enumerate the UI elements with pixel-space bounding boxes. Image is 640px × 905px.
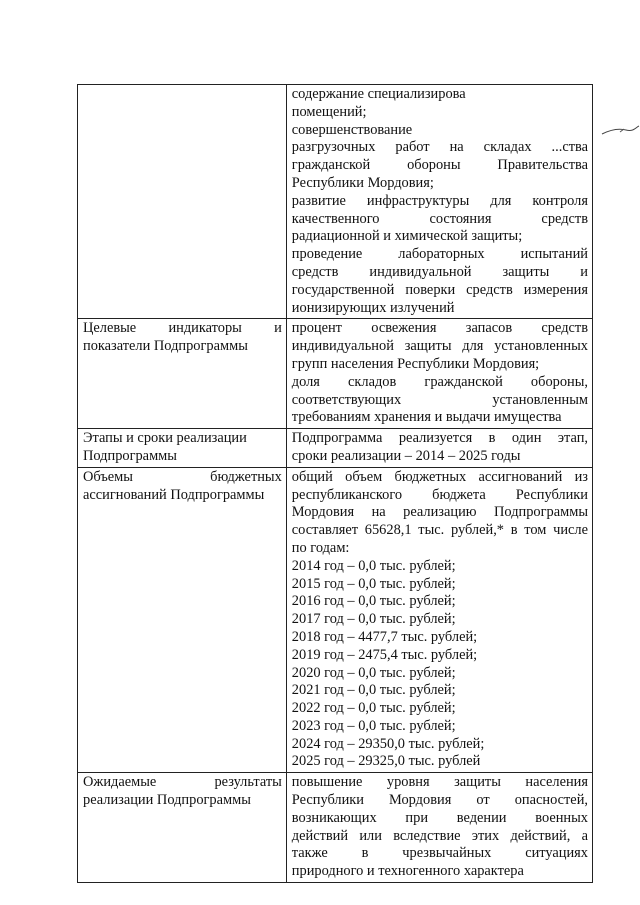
value-line: повышение уровня защиты населения <box>291 774 588 791</box>
value-line: разгрузочных работ на складах ...ства <box>291 139 588 156</box>
row-value-cell <box>286 773 592 883</box>
value-line: республиканского бюджета Республики <box>291 486 588 503</box>
table-row <box>78 467 593 773</box>
value-line: 2014 год – 0,0 тыс. рублей; <box>291 557 456 574</box>
value-line: общий объем бюджетных ассигнований из <box>291 468 588 485</box>
value-line: составляет 65628,1 тыс. рублей,* в том числе <box>291 522 588 539</box>
row-label-cell <box>78 85 287 319</box>
value-line: процент освежения запасов средств <box>291 320 588 337</box>
table-row <box>78 429 593 468</box>
value-line: также в чрезвычайных ситуациях <box>291 845 588 862</box>
value-line: групп населения Республики Мордовия; <box>291 355 540 372</box>
table-row <box>78 773 593 883</box>
value-line: совершенствование <box>291 121 413 138</box>
value-line: действий или вследствие этих действий, а <box>291 827 588 844</box>
value-line: 2023 год – 0,0 тыс. рублей; <box>291 717 456 734</box>
row-label-cell <box>78 773 287 883</box>
row-value-cell <box>286 319 592 429</box>
table-row <box>78 85 593 319</box>
value-line: 2020 год – 0,0 тыс. рублей; <box>291 664 456 681</box>
value-line: 2021 год – 0,0 тыс. рублей; <box>291 682 456 699</box>
value-line: Республики Мордовия от опасностей, <box>291 792 588 809</box>
value-line: средств индивидуальной защиты и <box>291 263 588 280</box>
value-line: доля складов гражданской обороны, <box>291 373 588 390</box>
value-line: Республики Мордовия; <box>291 174 434 191</box>
value-line: индивидуальной защиты для установленных <box>291 338 588 355</box>
value-line: возникающих при ведении военных <box>291 809 588 826</box>
value-line: 2019 год – 2475,4 тыс. рублей; <box>291 646 478 663</box>
value-line: 2018 год – 4477,7 тыс. рублей; <box>291 628 478 645</box>
value-line: 2017 год – 0,0 тыс. рублей; <box>291 611 456 628</box>
value-line: государственной поверки средств измерения <box>291 281 588 298</box>
value-line: помещений; <box>291 103 367 120</box>
value-line: требованиям хранения и выдачи имущества <box>291 409 562 426</box>
value-line: 2024 год – 29350,0 тыс. рублей; <box>291 735 485 752</box>
value-line: 2016 год – 0,0 тыс. рублей; <box>291 593 456 610</box>
row-value-cell <box>286 467 592 773</box>
value-line: 2025 год – 29325,0 тыс. рублей <box>291 753 481 770</box>
label-line: Подпрограммы <box>83 447 177 464</box>
value-line: проведение лабораторных испытаний <box>291 246 588 263</box>
value-line: содержание специализирова <box>291 86 466 102</box>
value-line: 2015 год – 0,0 тыс. рублей; <box>291 575 456 592</box>
label-line: Ожидаемые результаты <box>83 774 282 791</box>
value-line: ионизирующих излучений <box>291 299 455 316</box>
label-line: показатели Подпрограммы <box>83 338 248 355</box>
value-line: 2022 год – 0,0 тыс. рублей; <box>291 700 456 717</box>
value-line: сроки реализации – 2014 – 2025 годы <box>291 447 521 464</box>
value-line: гражданской обороны Правительства <box>291 157 588 174</box>
value-line: Подпрограмма реализуется в один этап, <box>291 430 588 447</box>
row-label-cell <box>78 319 287 429</box>
label-line: реализации Подпрограммы <box>83 792 251 809</box>
row-value-cell <box>286 429 592 468</box>
row-value-cell <box>286 85 592 319</box>
table-row <box>78 319 593 429</box>
label-line: Этапы и сроки реализации <box>83 430 247 447</box>
value-line: качественного состояния средств <box>291 210 588 227</box>
value-line: радиационной и химической защиты; <box>291 228 523 245</box>
label-line: Целевые индикаторы и <box>83 320 282 337</box>
value-line: по годам: <box>291 539 350 556</box>
margin-scribble <box>600 124 640 138</box>
value-line: природного и техногенного характера <box>291 863 524 880</box>
value-line: соответствующих установленным <box>291 391 588 408</box>
label-line: Объемы бюджетных <box>83 468 282 485</box>
subprogram-passport-table <box>77 84 593 883</box>
row-label-cell <box>78 429 287 468</box>
value-line: развитие инфраструктуры для контроля <box>291 192 588 209</box>
row-label-cell <box>78 467 287 773</box>
label-line: ассигнований Подпрограммы <box>83 486 265 503</box>
value-line: Мордовия на реализацию Подпрограммы <box>291 504 588 521</box>
